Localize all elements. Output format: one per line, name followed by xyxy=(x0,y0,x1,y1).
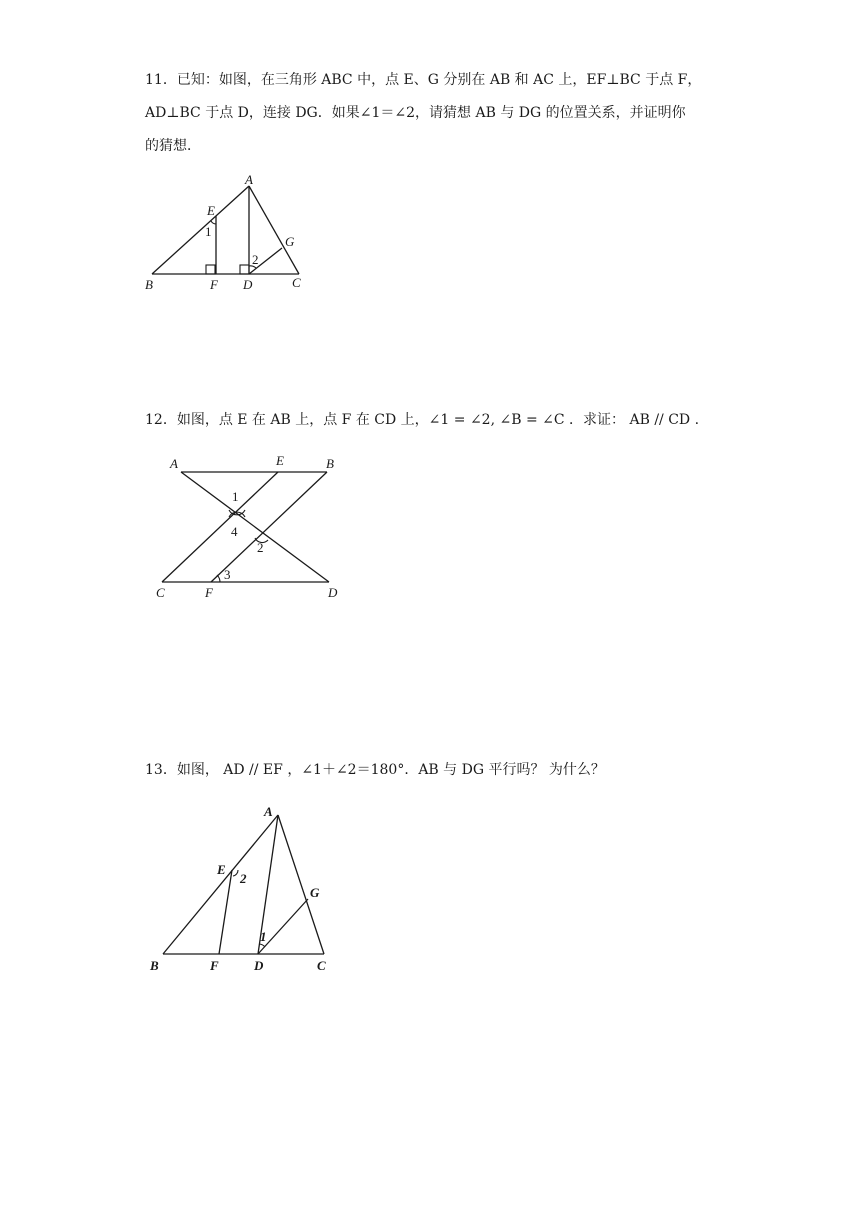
segment-ef xyxy=(219,870,232,954)
label-angle-2: 2 xyxy=(252,252,259,267)
problem-text-line: 12．如图，点 E 在 AB 上，点 F 在 CD 上，∠1 = ∠2, ∠B = ∠C ．求证： AB // CD . xyxy=(145,412,700,428)
label-angle-2: 2 xyxy=(257,540,264,555)
label-g: G xyxy=(285,234,295,249)
label-f: F xyxy=(205,585,213,600)
label-a: A xyxy=(170,456,178,471)
label-d: D xyxy=(243,277,253,292)
label-e: E xyxy=(207,203,215,218)
segment-dg xyxy=(258,899,308,954)
angle-arc-2 xyxy=(233,870,238,876)
problem-text-line: 的猜想． xyxy=(145,138,201,154)
label-f: F xyxy=(210,958,219,973)
label-g: G xyxy=(310,885,320,900)
label-a: A xyxy=(245,172,253,187)
angle-arc-1 xyxy=(259,944,265,947)
label-angle-1: 1 xyxy=(205,224,212,239)
problem-text-line: AD⊥BC 于点 D，连接 DG．如果∠1＝∠2，请猜想 AB 与 DG 的位置关系，并证明你 xyxy=(145,105,686,121)
label-c: C xyxy=(317,958,326,973)
label-f: F xyxy=(210,277,218,292)
label-b: B xyxy=(145,277,153,292)
label-angle-4: 4 xyxy=(231,524,238,539)
problem-text-line: 11．已知：如图，在三角形 ABC 中，点 E、G 分别在 AB 和 AC 上，EF⊥BC 于点 F， xyxy=(145,72,702,88)
label-d: D xyxy=(254,958,264,973)
label-a: A xyxy=(264,804,273,819)
label-c: C xyxy=(292,275,301,290)
label-c: C xyxy=(156,585,165,600)
label-angle-2: 2 xyxy=(240,871,247,886)
label-e: E xyxy=(217,862,226,877)
label-b: B xyxy=(150,958,159,973)
label-angle-1: 1 xyxy=(260,929,267,944)
label-angle-1: 1 xyxy=(232,489,239,504)
label-d: D xyxy=(328,585,338,600)
label-e: E xyxy=(276,453,284,468)
problem-text-line: 13．如图， AD // EF ，∠1＋∠2＝180°．AB 与 DG 平行吗？ 为什么？ xyxy=(145,762,605,778)
label-b: B xyxy=(326,456,334,471)
label-angle-3: 3 xyxy=(224,567,231,582)
